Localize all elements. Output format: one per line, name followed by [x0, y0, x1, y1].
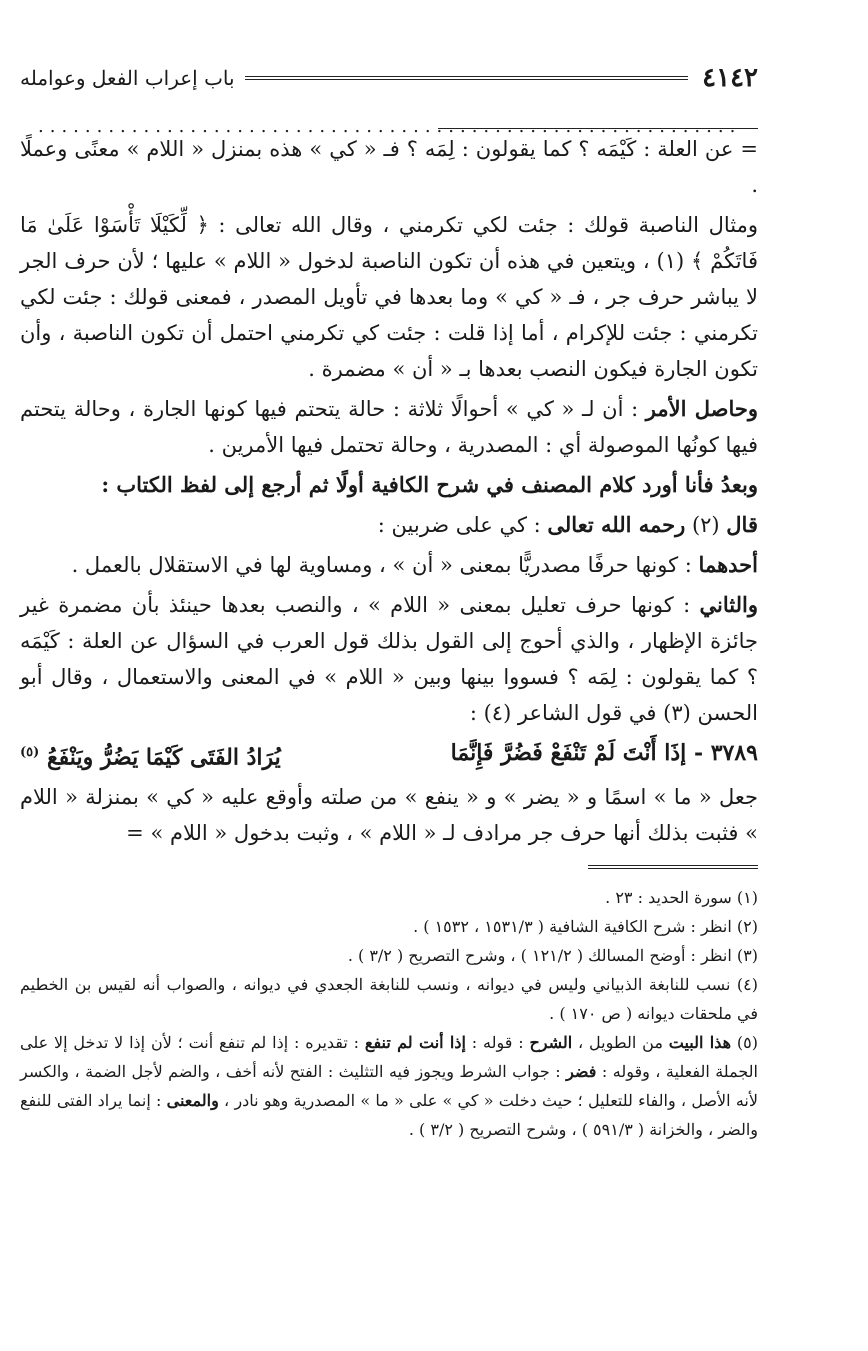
paragraph-7 — [20, 587, 758, 731]
paragraph-1: = عن العلة : كَيْمَه ؟ كما يقولون : لِمَه ؟ فـ « كي » هذه بمنزل « اللام » معنًى وعملًا . — [20, 137, 758, 197]
verse-second-text: يُرَادُ الفَتَى كَيْمَا يَضُرُّ ويَنْفَعُ — [46, 744, 281, 771]
footnote-1: (١) سورة الحديد : ٢٣ . — [605, 888, 758, 908]
footnote-5-label-meaning: والمعنى — [166, 1091, 219, 1111]
header-rule — [245, 76, 689, 80]
footnote-5 — [20, 1028, 758, 1144]
paragraph-8: جعل « ما » اسمًا و « يضر » و « ينفع » من صلته وأوقع عليه « كي » بمنزلة « اللام » فثبت بذلك أنها حرف جر مرادف لـ « اللام » ، وثبت بدخول « اللام » = — [20, 785, 758, 846]
footnote-5-text-d: : إنما يراد الفتى للنفع والضر ، والخزانة ( ٥٩١/٣ ) ، وشرح التصريح ( ٣/٢ ) . — [20, 1091, 758, 1140]
footnotes — [20, 883, 758, 1144]
verse-first-hemistich — [451, 733, 758, 777]
paragraph-3-heading: وحاصل الأمر — [645, 396, 758, 421]
book-page — [20, 58, 758, 1144]
footnote-4: (٤) نسب للنابغة الذبياني وليس في ديوانه ، ونسب للنابغة الجعدي في ديوانه ، والصواب أنه لقيس بن الخطيم في ملحقات ديوانه ( ص ١٧٠ ) . — [20, 975, 758, 1024]
dotted-separator: ............................................................ — [38, 116, 742, 137]
paragraph-5-blessing: رحمه الله تعالى — [547, 512, 686, 537]
footnote-5-number: (٥) — [731, 1033, 758, 1053]
paragraph-6 — [20, 547, 758, 583]
footnote-5-text-b: : تقديره : إذا لم تنفع أنت ؛ لأن إذا لا تدخل إلا على الجملة الفعلية ، وقوله : — [20, 1033, 758, 1082]
footnote-rule — [588, 865, 758, 869]
verse-second-hemistich — [20, 733, 281, 777]
footnote-5-text-c: : جواب الشرط ويجوز فيه التثليث : الفتح لأنه أخف ، والضم لأجل الضمة ، والكسر لأنه الأصل ، والفاء للتعليل ؛ حيث دخلت « كي » على « ما » المصدرية وهو نادر ، — [20, 1062, 758, 1111]
paragraph-5-text: : كي على ضربين : — [377, 513, 548, 537]
paragraph-5 — [20, 507, 758, 543]
footnote-5-meter: من الطويل ، — [572, 1033, 669, 1053]
paragraph-2: ومثال الناصبة قولك : جئت لكي تكرمني ، وقال الله تعالى : ﴿ لِّكَيْلَا تَأْسَوْا عَلَىٰ مَا فَاتَكُمْ ﴾ (١) ، ويتعين في هذه أن تكون الناصبة لدخول « اللام » عليها ؛ لأن حرف الجر لا يباشر حرف جر ، فـ « كي » وما بعدها في تأويل المصدر ، فمعنى قولك : جئت لكي تكرمني : جئت للإكرام ، أما إذا قلت : جئت كي تكرمني احتمل أن تكون الناصبة ، وأن تكون الجارة فيكون النصب بعدها بـ « أن » مضمرة . — [20, 213, 758, 381]
paragraph-6-text: : كونها حرفًا مصدريًّا بمعنى « أن » ، ومساوية لها في الاستقلال بالعمل . — [71, 553, 699, 577]
chapter-title: باب إعراب الفعل وعوامله — [20, 66, 235, 90]
verse-number: ٣٧٨٩ - — [693, 740, 758, 766]
paragraph-6-heading: أحدهما — [698, 552, 758, 577]
footnote-5-label-verse: هذا البيت — [668, 1033, 732, 1053]
paragraph-7-heading: والثاني — [699, 592, 758, 617]
paragraph-3-text: : أن لـ « كي » أحوالًا ثلاثة : حالة يتحتم فيها كونها الجارة ، وحالة يتحتم فيها كونُها الموصولة أي : المصدرية ، وحالة تحتمل فيها الأمرين . — [20, 397, 758, 457]
footnote-3: (٣) انظر : أوضح المسالك ( ١٢١/٢ ) ، وشرح التصريح ( ٣/٢ ) . — [347, 946, 758, 966]
footnote-5-quote-b: فضر — [566, 1062, 597, 1082]
verse-first-text: إذَا أَنْتَ لَمْ تَنْفَعْ فَضُرَّ فَإِنَّمَا — [450, 740, 687, 766]
footnote-ref-5: (٥) — [20, 745, 40, 760]
paragraph-4: وبعدُ فأنا أورد كلام المصنف في شرح الكافية أولًا ثم أرجع إلى لفظ الكتاب : — [101, 472, 758, 497]
footnote-5-label-explanation: الشرح — [529, 1033, 573, 1053]
paragraph-3 — [20, 391, 758, 463]
footnote-ref-2: (٢) — [685, 513, 727, 537]
footnote-5-quote-a: إذا أنت لم تنفع — [364, 1033, 466, 1053]
footnote-5-text-a: : قوله : — [465, 1033, 530, 1053]
page-number: ٤١٤٢ — [702, 63, 758, 93]
poetry-verse — [20, 733, 758, 777]
main-text — [20, 131, 758, 851]
paragraph-5-said: قال — [726, 512, 758, 537]
page-header — [20, 58, 758, 98]
footnote-2: (٢) انظر : شرح الكافية الشافية ( ١٥٣١/٣ ، ١٥٣٢ ) . — [413, 917, 758, 937]
paragraph-7-text: : كونها حرف تعليل بمعنى « اللام » ، والنصب بعدها حينئذ بأن مضمرة غير جائزة الإظهار ، والذي أحوج إلى القول بذلك قول العرب في السؤال عن العلة : كَيْمَه ؟ كما يقولون : لِمَه ؟ فسووا بينها وبين « اللام » في المعنى والاستعمال ، وقال أبو الحسن (٣) في قول الشاعر (٤) : — [20, 593, 758, 725]
